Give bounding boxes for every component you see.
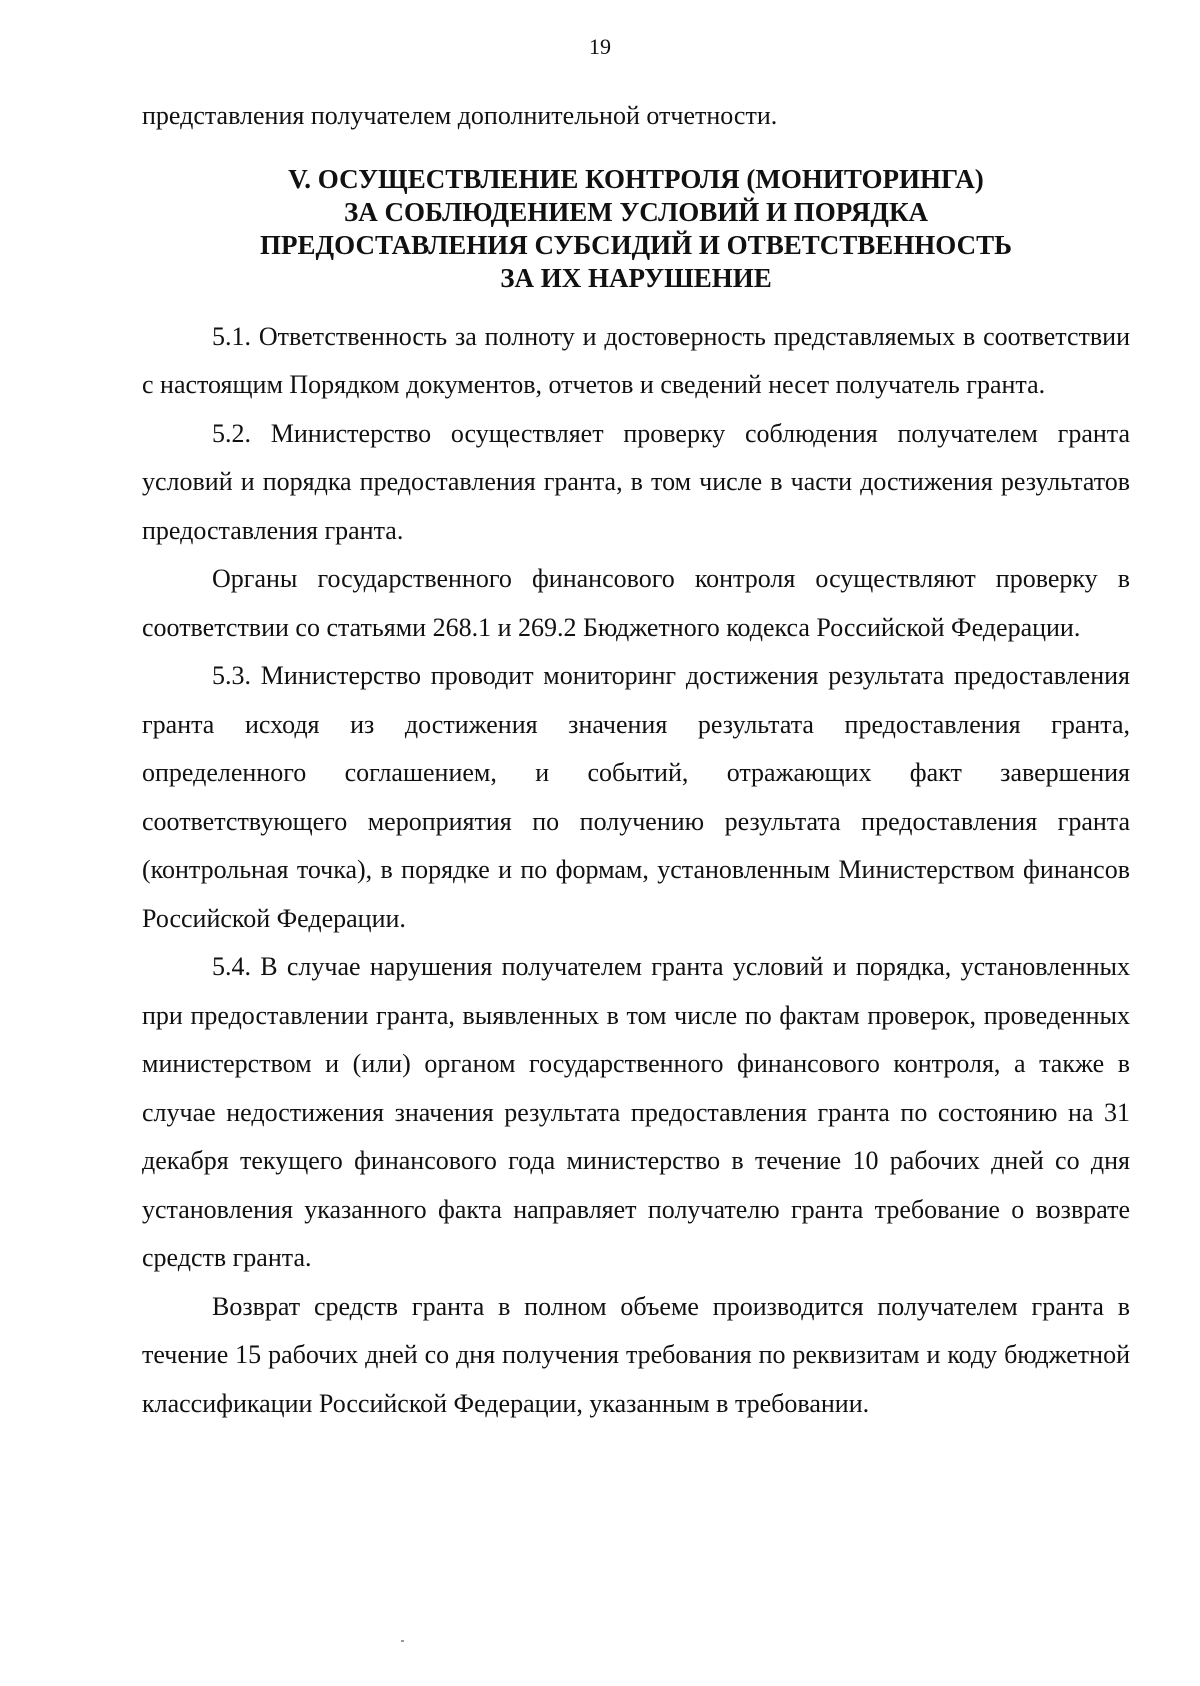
section-heading [142,163,1130,295]
paragraph-grant-return: Возврат средств гранта в полном объеме производится получателем гранта в течение 15 рабочих дней со дня получения требования по реквизитам и коду бюджетной классификации Российской Федерации, указанным в требовании. [142,1291,1130,1418]
continuation-text: представления получателем дополнительной отчетности. [142,101,778,130]
paragraph-5-1: 5.1. Ответственность за полноту и достоверность представляемых в соответствии с настоящим Порядком документов, отчетов и сведений несет получатель гранта. [142,321,1130,399]
paragraph-financial-control: Органы государственного финансового контроля осуществляют проверку в соответствии со статьями 268.1 и 269.2 Бюджетного кодекса Российской Федерации. [142,564,1130,642]
document-body [142,92,1130,1428]
page-number: 19 [589,34,611,59]
heading-line: ЗА СОБЛЮДЕНИЕМ УСЛОВИЙ И ПОРЯДКА [343,196,929,227]
heading-line: ПРЕДОСТАВЛЕНИЯ СУБСИДИЙ И ОТВЕТСТВЕННОСТЬ [260,229,1012,260]
paragraph-5-3: 5.3. Министерство проводит мониторинг достижения результата предоставления гранта исходя из достижения значения результата предоставления гранта, определенного соглашением, и событий, отражающих факт завершения соответствующего мероприятия по получению результата предоставления гранта (контрольная точка), в порядке и по формам, установленным Министерством финансов Российской Федерации. [142,661,1130,933]
heading-line: V. ОСУЩЕСТВЛЕНИЕ КОНТРОЛЯ (МОНИТОРИНГА) [288,163,984,194]
heading-line: ЗА ИХ НАРУШЕНИЕ [500,262,772,293]
paragraph-5-2: 5.2. Министерство осуществляет проверку соблюдения получателем гранта условий и порядка предоставления гранта, в том числе в части достижения результатов предоставления гранта. [142,418,1130,545]
paragraph-5-4: 5.4. В случае нарушения получателем гранта условий и порядка, установленных при предоставлении гранта, выявленных в том числе по фактам проверок, проведенных министерством и (или) органом государственного финансового контроля, а также в случае недостижения значения результата предоставления гранта по состоянию на 31 декабря текущего финансового года министерство в течение 10 рабочих дней со дня установления указанного факта направляет получателю гранта требование о возврате средств гранта. [142,952,1130,1272]
scan-speck [401,1640,404,1642]
